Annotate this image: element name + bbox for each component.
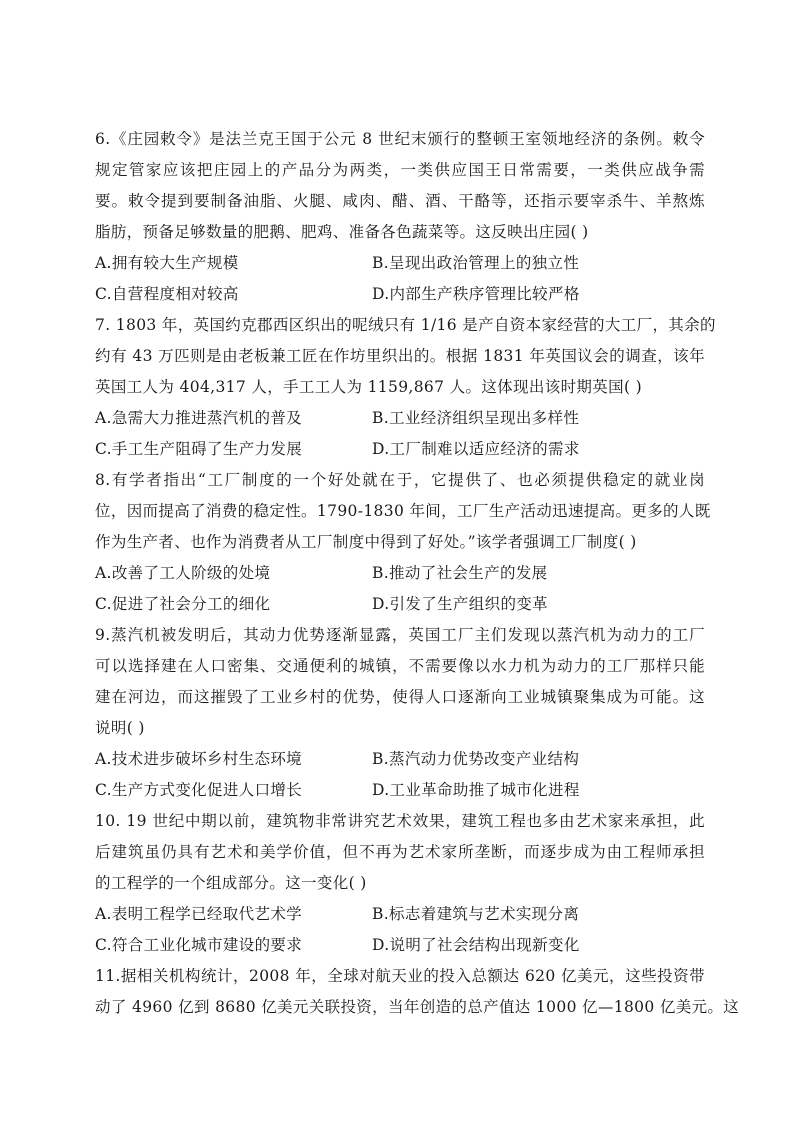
q6-stem-line-1: 6.《庄园敕令》是法兰克王国于公元 8 世纪末颁行的整顿王室领地经济的条例。敕令 (95, 130, 705, 148)
q7-option-d: D.工厂制难以适应经济的需求 (372, 440, 580, 458)
q8-stem-line-3: 作为生产者、也作为消费者从工厂制度中得到了好处。”该学者强调工厂制度( ) (95, 533, 637, 551)
q7-stem-line-1: 7. 1803 年，英国约克郡西区织出的呢绒只有 1/16 是产自资本家经营的大工厂，其余的 (95, 316, 716, 334)
q9-option-b: B.蒸汽动力优势改变产业结构 (372, 750, 580, 768)
q8-option-b: B.推动了社会生产的发展 (372, 564, 548, 582)
q11-stem-line-2: 动了 4960 亿到 8680 亿美元关联投资，当年创造的总产值达 1000 亿—1800 亿美元。这 (95, 998, 740, 1016)
q9-stem-line-2: 可以选择建在人口密集、交通便利的城镇，不需要像以水力机为动力的工厂那样只能 (95, 657, 705, 675)
q7-stem-line-2: 约有 43 万匹则是由老板兼工匠在作坊里织出的。根据 1831 年英国议会的调查，该年 (95, 347, 705, 365)
q9-stem-line-3: 建在河边，而这摧毁了工业乡村的优势，使得人口逐渐向工业城镇聚集成为可能。这 (95, 688, 705, 706)
q10-stem-line-3: 的工程学的一个组成部分。这一变化( ) (95, 874, 367, 892)
q6-stem-line-2: 规定管家应该把庄园上的产品分为两类，一类供应国王日常需要，一类供应战争需 (95, 161, 705, 179)
q10-option-c: C.符合工业化城市建设的要求 (95, 936, 303, 954)
q10-option-d: D.说明了社会结构出现新变化 (372, 936, 580, 954)
q7-stem-line-3: 英国工人为 404,317 人，手工工人为 1159,867 人。这体现出该时期英国( ) (95, 378, 643, 396)
q10-stem-line-1: 10. 19 世纪中期以前，建筑物非常讲究艺术效果，建筑工程也多由艺术家来承担，此 (95, 812, 705, 830)
q8-stem-line-2: 位，因而提高了消费的稳定性。1790-1830 年间，工厂生产活动迅速提高。更多的人既 (95, 502, 711, 520)
q8-option-c: C.促进了社会分工的细化 (95, 595, 271, 613)
q9-option-c: C.生产方式变化促进人口增长 (95, 781, 303, 799)
q10-option-b: B.标志着建筑与艺术实现分离 (372, 905, 580, 923)
q7-option-c: C.手工生产阻碍了生产力发展 (95, 440, 303, 458)
q9-stem-line-1: 9.蒸汽机被发明后，其动力优势逐渐显露，英国工厂主们发现以蒸汽机为动力的工厂 (95, 626, 705, 644)
q10-option-a: A.表明工程学已经取代艺术学 (95, 905, 303, 923)
q8-stem-line-1: 8.有学者指出“工厂制度的一个好处就在于，它提供了、也必须提供稳定的就业岗 (95, 471, 705, 489)
q10-stem-line-2: 后建筑虽仍具有艺术和美学价值，但不再为艺术家所垄断，而逐步成为由工程师承担 (95, 843, 705, 861)
q8-option-a: A.改善了工人阶级的处境 (95, 564, 271, 582)
q6-option-c: C.自营程度相对较高 (95, 285, 239, 303)
q7-option-b: B.工业经济组织呈现出多样性 (372, 409, 580, 427)
q6-option-a: A.拥有较大生产规模 (95, 254, 239, 272)
q6-stem-line-4: 脂肪，预备足够数量的肥鹅、肥鸡、准备各色蔬菜等。这反映出庄园( ) (95, 223, 589, 241)
q9-option-d: D.工业革命助推了城市化进程 (372, 781, 580, 799)
q8-option-d: D.引发了生产组织的变革 (372, 595, 549, 613)
q6-stem-line-3: 要。敕令提到要制备油脂、火腿、咸肉、醋、酒、干酪等，还指示要宰杀牛、羊熬炼 (95, 192, 705, 210)
q9-option-a: A.技术进步破坏乡村生态环境 (95, 750, 303, 768)
q6-option-d: D.内部生产秩序管理比较严格 (372, 285, 580, 303)
q9-stem-line-4: 说明( ) (95, 719, 145, 737)
q7-option-a: A.急需大力推进蒸汽机的普及 (95, 409, 303, 427)
q6-option-b: B.呈现出政治管理上的独立性 (372, 254, 580, 272)
q11-stem-line-1: 11.据相关机构统计，2008 年，全球对航天业的投入总额达 620 亿美元，这些投资带 (95, 967, 705, 985)
